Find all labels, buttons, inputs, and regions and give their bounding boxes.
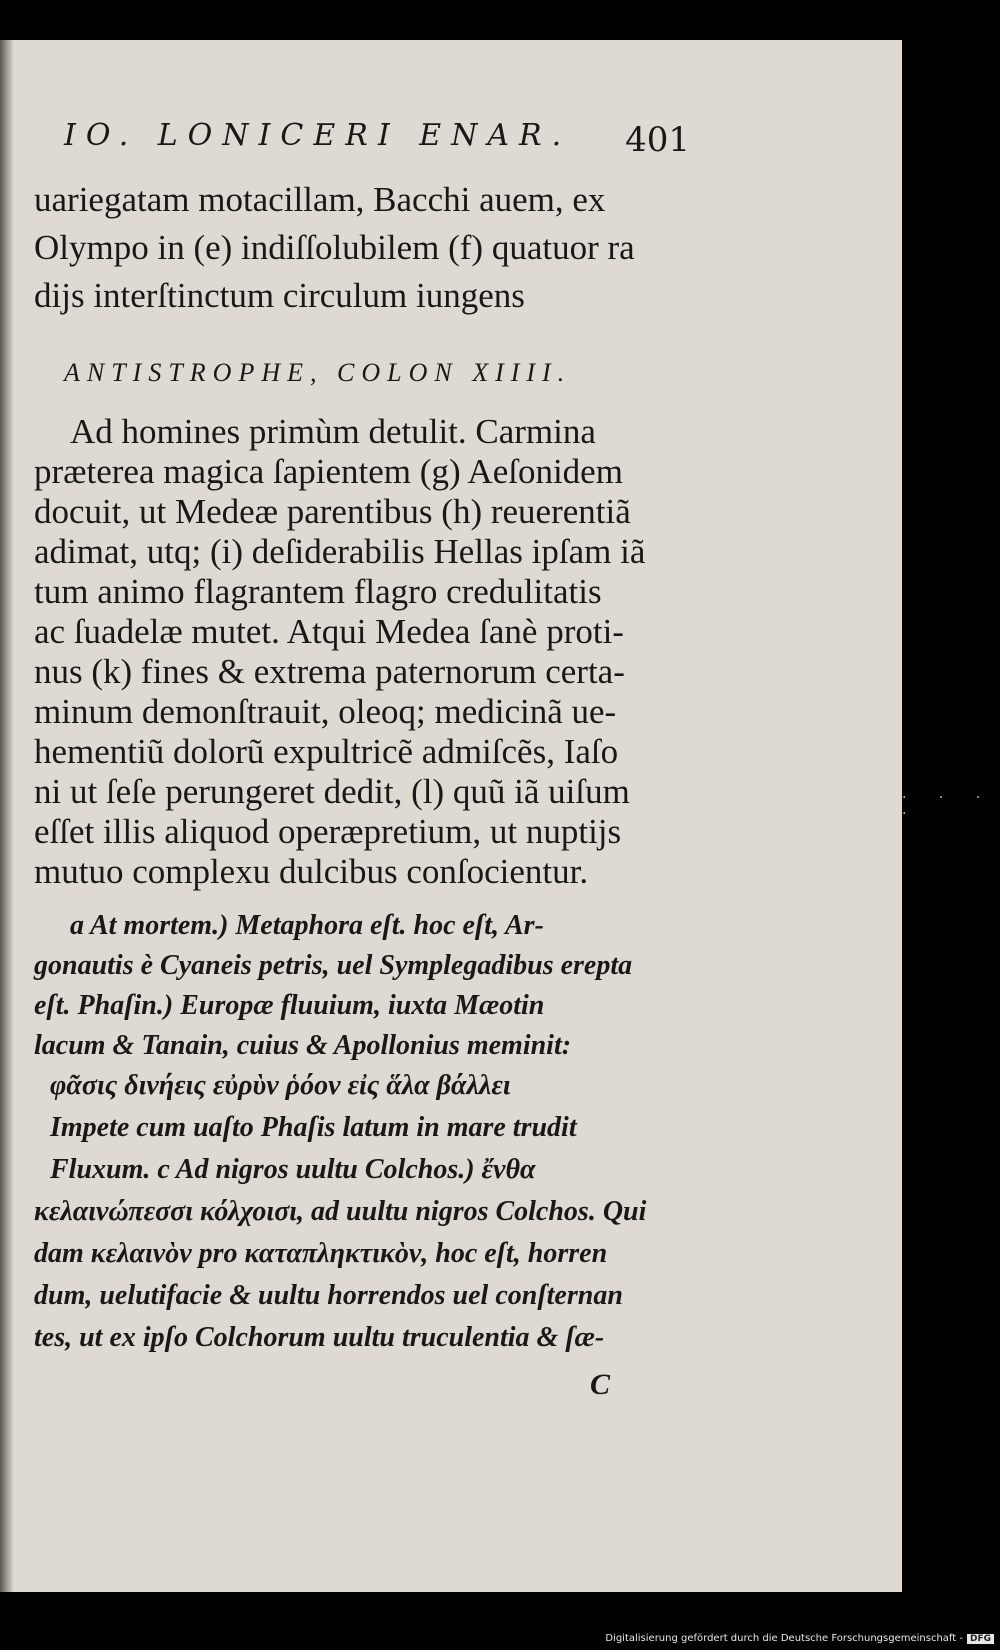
body-line: adimat, utq; (i) deſiderabilis Hellas ipſam iã xyxy=(34,532,646,571)
footer-credit xyxy=(605,1633,994,1644)
note-line: a At mortem.) Metaphora eſt. hoc eſt, Ar- xyxy=(70,910,544,941)
body-line: Ad homines primùm detulit. Carmina xyxy=(70,412,596,451)
page-number: 401 xyxy=(625,120,690,160)
text-line: Olympo in (e) indiſſolubilem (f) quatuor ra xyxy=(34,228,635,267)
note-line: Fluxum. c Ad nigros uultu Colchos.) ἔνθα xyxy=(50,1154,536,1185)
dfg-logo-icon: DFG xyxy=(967,1634,994,1644)
body-line: mutuo complexu dulcibus conſocientur. xyxy=(34,852,589,891)
text-line: dijs interſtinctum circulum iungens xyxy=(34,276,525,315)
note-line: dam κελαινὸν pro καταπληκτικὸν, hoc eſt, horren xyxy=(34,1238,608,1269)
text-line: uariegatam motacillam, Bacchi auem, ex xyxy=(34,180,606,219)
catchword: C xyxy=(590,1368,611,1401)
body-line: eſſet illis aliquod operæpretium, ut nuptijs xyxy=(34,812,622,851)
margin-dots: · · · · xyxy=(902,790,995,822)
note-line: tes, ut ex ipſo Colchorum uultu truculentia & ſæ- xyxy=(34,1322,605,1353)
greek-verse-line: φᾶσις δινήεις εὐρὺν ῥόον εἰς ἅλα βάλλει xyxy=(50,1070,511,1101)
body-line: præterea magica ſapientem (g) Aeſonidem xyxy=(34,452,623,491)
body-line: docuit, ut Medeæ parentibus (h) reuerentiã xyxy=(34,492,631,531)
note-line: eſt. Phaſin.) Europæ fluuium, iuxta Mæotin xyxy=(34,990,545,1021)
note-line: gonautis è Cyaneis petris, uel Symplegadibus erepta xyxy=(34,950,633,981)
note-line: dum, uelutifacie & uultu horrendos uel conſternan xyxy=(34,1280,623,1311)
body-line: hementiũ dolorũ expultricẽ admiſcẽs, Iaſo xyxy=(34,732,619,771)
body-line: minum demonſtrauit, oleoq; medicinã ue- xyxy=(34,692,617,731)
footer-credit-text: Digitalisierung gefördert durch die Deutsche Forschungsgemeinschaft - xyxy=(605,1633,963,1644)
body-line: ac ſuadelæ mutet. Atqui Medea ſanè proti- xyxy=(34,612,624,651)
body-line: tum animo flagrantem flagro credulitatis xyxy=(34,572,602,611)
running-title: IO. LONICERI ENAR. xyxy=(64,118,572,153)
subheading: ANTISTROPHE, COLON XIIII. xyxy=(64,358,572,387)
body-line: nus (k) fines & extrema paternorum certa- xyxy=(34,652,625,691)
note-line: κελαινώπεσσι κόλχοισι, ad uultu nigros Colchos. Qui xyxy=(34,1196,647,1227)
note-line: lacum & Tanain, cuius & Apollonius meminit: xyxy=(34,1030,572,1061)
note-line: Impete cum uaſto Phaſis latum in mare trudit xyxy=(50,1112,577,1143)
body-line: ni ut ſeſe perungeret dedit, (l) quũ iã uiſum xyxy=(34,772,630,811)
book-page xyxy=(0,40,902,1592)
